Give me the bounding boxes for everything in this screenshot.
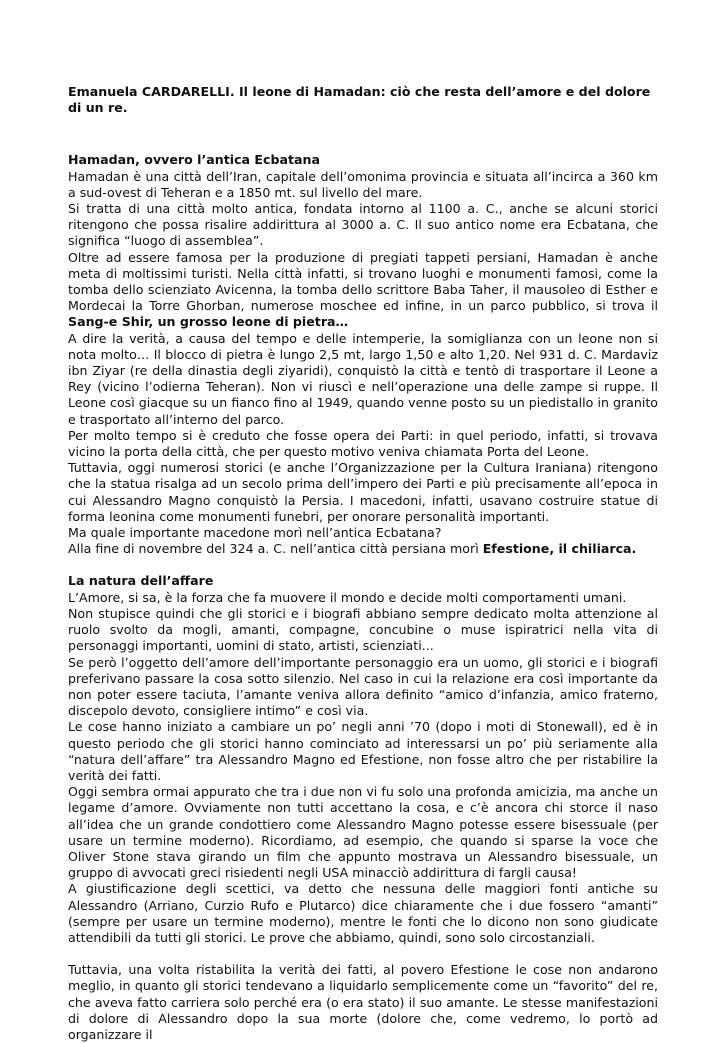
section-heading: Hamadan, ovvero l’antica Ecbatana	[68, 152, 320, 168]
section-natura-affare	[68, 573, 658, 1043]
paragraph: Se però l’oggetto dell’amore dell’importante personaggio era un uomo, gli storici e i biografi preferivano passare la cosa sotto silenzio. Nel caso in cui la relazione era così importante da non poter essere taciuta, l’amante veniva allora definito “amico d’infanzia, amico fraterno, discepolo devoto, consigliere intimo” e così via.	[68, 654, 658, 719]
paragraph: Tuttavia, oggi numerosi storici (e anche l’Organizzazione per la Cultura Iraniana) ritengono che la statua risalga ad un secolo prima dell’impero dei Parti e più precisamente all’epoca in cui Alessandro Magno conquistò la Persia. I macedoni, infatti, usavano costruire statue di forma leonina come monumenti funebri, per onorare personalità importanti.	[68, 460, 658, 524]
paragraph: Le cose hanno iniziato a cambiare un po’ negli anni ’70 (dopo i moti di Stonewall), ed è in questo periodo che gli storici hanno cominciato ad interessarsi un po’ più seriamente alla “natura dell’affare” tra Alessandro Magno ed Efestione, non fosse altro che per ristabilire la verità dei fatti.	[68, 719, 658, 783]
bold-phrase: Efestione, il chiliarca.	[482, 541, 637, 557]
paragraph: A giustificazione degli scettici, va detto che nessuna delle maggiori fonti antiche su Alessandro (Arriano, Curzio Rufo e Plutarco) dice chiaramente che i due fossero “amanti” (sempre per usare un termine moderno), mentre le fonti che lo dicono non sono giudicate attendibili da tutti gli storici. Le prove che abbiamo, quindi, sono solo circostanziali.	[68, 881, 658, 945]
paragraph: Non stupisce quindi che gli storici e i biografi abbiano sempre dedicato molta attenzione al ruolo svolto da mogli, amanti, compagne, concubine o muse ispiratrici nella vita di personaggi importanti, uomini di stato, artisti, scienziati...	[68, 605, 658, 654]
paragraph: Ma quale importante macedone morì nell’antica Ecbatana?	[68, 525, 442, 541]
paragraph-text: Oltre ad essere famosa per la produzione di pregiati tappeti persiani, Hamadan è anche meta di moltissimi turisti. Nella città infatti, si trovano luoghi e monumenti famosi, come la tomba dello scienziato Avicenna, la tomba dello scrittore Baba Taher, il mausoleo di Esther e Mordecai la Torre Ghorban, numerose moschee ed infine, in un parco pubblico, si trova il	[68, 249, 658, 314]
document-title: Emanuela CARDARELLI. Il leone di Hamadan: ciò che resta dell’amore e del dolore di un re.	[68, 84, 651, 116]
paragraph: Oggi sembra ormai appurato che tra i due non vi fu solo una profonda amicizia, ma anche un legame d’amore. Ovviamente non tutti accettano la cosa, e c’è ancora chi storce il naso all’idea che un grande condottiero come Alessandro Magno potesse essere bisessuale (per usare un termine moderno). Ricordiamo, ad esempio, che quando si sparse la voce che Oliver Stone stava girando un film che appunto mostrava un Alessandro bisessuale, un gruppo di avvocati greci risiedenti negli USA minacciò addirittura di fargli causa!	[68, 784, 658, 881]
paragraph: L’Amore, si sa, è la forza che fa muovere il mondo e decide molti comportamenti umani.	[68, 589, 627, 605]
paragraph: Tuttavia, una volta ristabilita la verità dei fatti, al povero Efestione le cose non andarono meglio, in quanto gli storici tendevano a liquidarlo semplicemente come un “favorito” del re, che aveva fatto carriera solo perché era (o era stato) il suo amante. Le stesse manifestazioni di dolore di Alessandro dopo la sua morte (dolore che, come vedremo, lo portò ad organizzare il	[68, 962, 658, 1042]
section-hamadan	[68, 152, 658, 557]
document-page	[68, 84, 658, 1043]
bold-phrase: Sang-e Shir, un grosso leone di pietra…	[68, 314, 349, 330]
spacer	[68, 557, 658, 573]
paragraph: A dire la verità, a causa del tempo e delle intemperie, la somiglianza con un leone non si nota molto… Il blocco di pietra è lungo 2,5 mt, largo 1,50 e alto 1,20. Nel 931 d. C. Mardaviz ibn Ziyar (re della dinastia degli ziyaridi), conquistò la città e tentò di trasportare il Leone a Rey (vicino l’odierna Teheran). Non vi riuscì e nell’operazione una delle zampe si ruppe. Il Leone così giacque su un fianco fino al 1949, quando venne posto su un piedistallo in granito e trasportato all’interno del parco.	[68, 330, 658, 427]
spacer	[68, 946, 658, 962]
spacer	[68, 116, 658, 152]
paragraph	[68, 250, 658, 331]
paragraph: Si tratta di una città molto antica, fondata intorno al 1100 a. C., anche se alcuni storici ritengono che possa risalire addirittura al 3000 a. C. Il suo antico nome era Ecbatana, che significa “luogo di assemblea”.	[68, 201, 658, 249]
paragraph: Per molto tempo si è creduto che fosse opera dei Parti: in quel periodo, infatti, si trovava vicino la porta della città, che per questo motivo veniva chiamata Porta del Leone.	[68, 427, 658, 460]
paragraph	[68, 541, 658, 557]
section-heading: La natura dell’affare	[68, 573, 214, 589]
paragraph-text: Alla fine di novembre del 324 a. C. nell’antica città persiana morì	[68, 541, 483, 557]
paragraph: Hamadan è una città dell’Iran, capitale dell’omonima provincia e situata all’incirca a 360 km a sud-ovest di Teheran e a 1850 mt. sul livello del mare.	[68, 168, 658, 200]
